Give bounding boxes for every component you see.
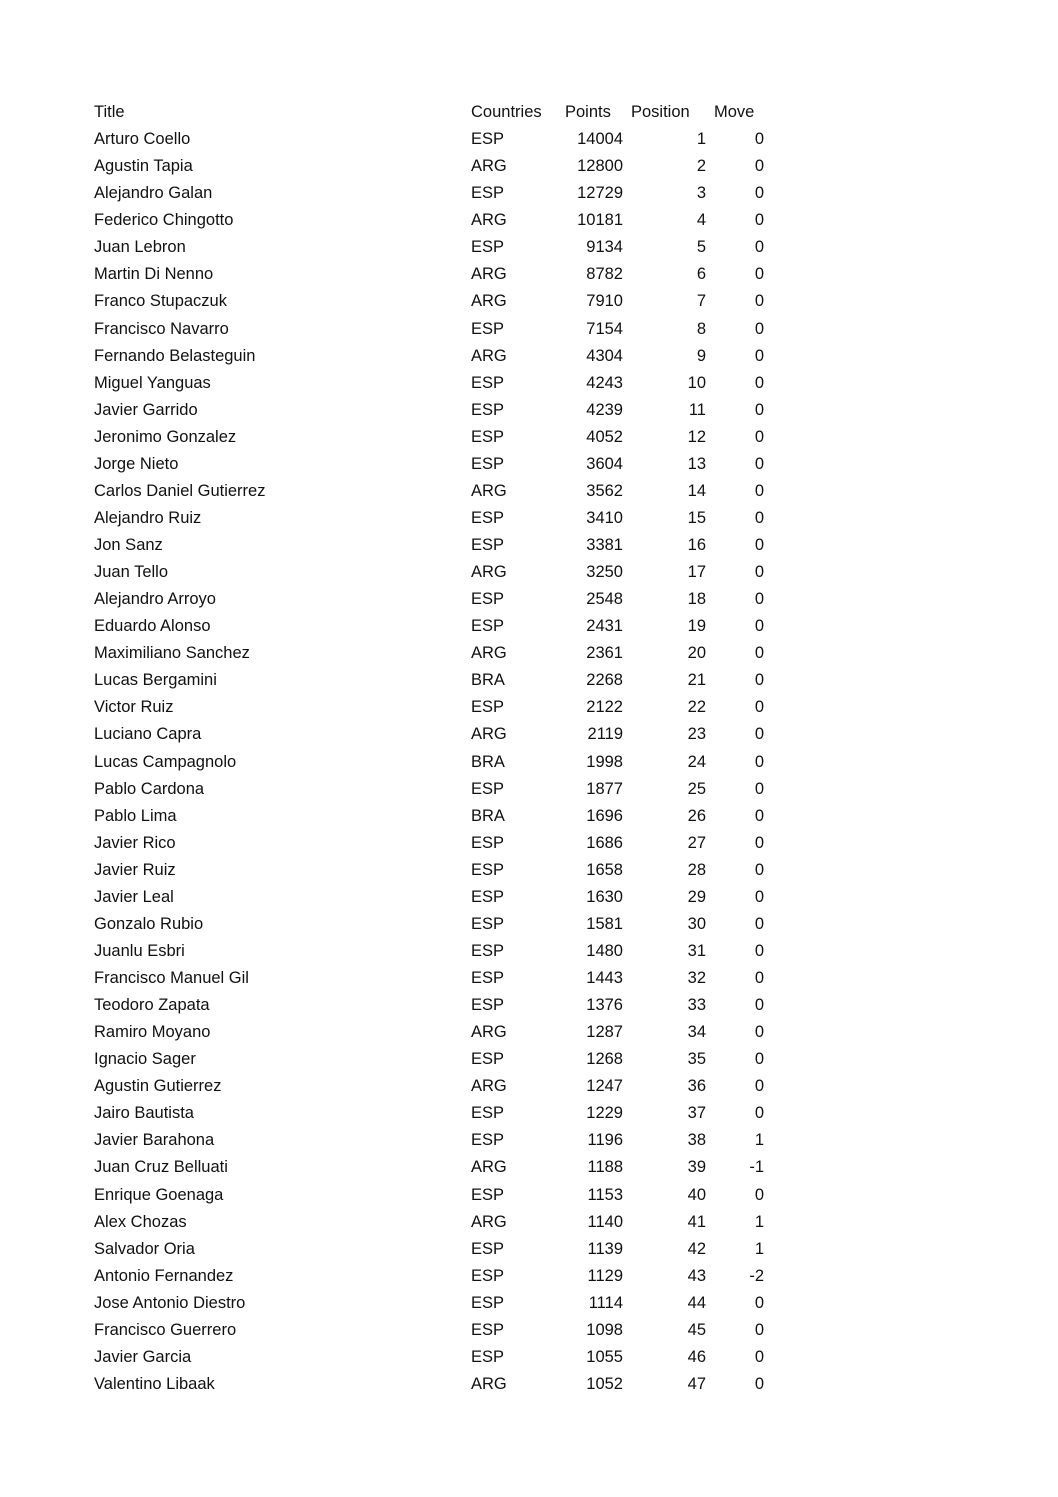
player-name: Martin Di Nenno [94, 265, 214, 284]
player-move: 0 [754, 1023, 764, 1042]
table-row [94, 180, 774, 207]
player-points: 1696 [586, 806, 623, 825]
player-country: ARG [471, 1212, 507, 1231]
player-country: ESP [471, 1104, 505, 1123]
player-country: ESP [471, 1293, 505, 1312]
player-move: 0 [754, 1347, 764, 1366]
table-row [94, 1371, 774, 1398]
player-points: 3562 [586, 481, 623, 500]
player-country: ARG [471, 211, 507, 230]
player-position: 26 [687, 806, 706, 825]
player-country: ESP [471, 1185, 505, 1204]
player-points: 1196 [587, 1131, 623, 1150]
player-move: 0 [754, 427, 764, 446]
player-position: 28 [687, 860, 706, 879]
player-position: 34 [687, 1023, 706, 1042]
player-name: Alejandro Arroyo [94, 590, 216, 609]
player-move: 0 [754, 238, 764, 257]
player-position: 24 [687, 752, 706, 771]
table-row [94, 370, 774, 397]
player-country: ESP [471, 184, 505, 203]
player-points: 1581 [586, 914, 623, 933]
player-country: ESP [471, 590, 505, 609]
player-position: 40 [687, 1185, 706, 1204]
table-row [94, 857, 774, 884]
player-move: 0 [754, 319, 764, 338]
player-points: 1140 [587, 1212, 623, 1231]
player-move: 1 [754, 1239, 764, 1258]
player-move: 0 [754, 806, 764, 825]
player-points: 1188 [587, 1158, 623, 1177]
player-position: 5 [696, 238, 706, 257]
player-country: ARG [471, 1374, 507, 1393]
table-row [94, 261, 774, 288]
player-name: Javier Garrido [94, 400, 198, 419]
player-move: 0 [754, 1374, 764, 1393]
table-row [94, 451, 774, 478]
player-points: 2119 [587, 725, 623, 744]
player-move: 1 [754, 1131, 764, 1150]
player-move: 0 [754, 1293, 764, 1312]
player-position: 30 [687, 914, 706, 933]
player-points: 3381 [586, 536, 623, 554]
table-row [94, 153, 774, 180]
player-country: ESP [471, 1239, 505, 1258]
player-move: 0 [754, 184, 764, 203]
player-position: 12 [687, 427, 706, 446]
player-position: 2 [696, 157, 706, 176]
table-row [94, 1209, 774, 1236]
player-country: ARG [471, 292, 507, 311]
player-move: 0 [754, 346, 764, 365]
player-move: 0 [754, 914, 764, 933]
player-country: ESP [471, 400, 505, 419]
player-name: Pablo Lima [94, 806, 177, 825]
player-name: Luciano Capra [94, 725, 202, 744]
player-name: Pablo Cardona [94, 779, 205, 798]
player-points: 1052 [586, 1374, 623, 1393]
player-country: ESP [471, 1320, 505, 1339]
player-name: Teodoro Zapata [94, 996, 210, 1015]
table-row [94, 288, 774, 315]
player-position: 10 [687, 373, 706, 392]
table-row [94, 667, 774, 694]
player-move: 0 [754, 508, 764, 527]
player-name: Franco Stupaczuk [94, 292, 227, 311]
table-row [94, 803, 774, 830]
player-country: ESP [471, 969, 505, 987]
table-row [94, 1290, 774, 1317]
player-points: 4239 [586, 400, 623, 419]
player-name: Ramiro Moyano [94, 1023, 211, 1042]
player-name: Alejandro Galan [94, 184, 213, 203]
player-points: 1877 [586, 779, 623, 798]
player-country: BRA [471, 806, 505, 825]
table-row [94, 1127, 774, 1154]
player-move: 0 [754, 644, 764, 663]
player-position: 43 [687, 1266, 706, 1285]
player-points: 1139 [587, 1239, 623, 1258]
player-move: 0 [754, 563, 764, 582]
player-points: 12800 [577, 157, 623, 176]
player-position: 22 [687, 698, 706, 717]
player-country: ESP [471, 887, 505, 906]
player-move: 0 [754, 1320, 764, 1339]
player-position: 47 [687, 1374, 706, 1393]
player-name: Victor Ruiz [94, 698, 174, 717]
player-move: 0 [754, 1185, 764, 1204]
player-move: 0 [754, 1077, 764, 1096]
player-position: 11 [688, 400, 706, 419]
player-country: ARG [471, 265, 507, 284]
player-move: 0 [754, 1050, 764, 1069]
table-row [94, 343, 774, 370]
player-name: Juan Tello [94, 563, 169, 582]
table-row [94, 424, 774, 451]
player-name: Miguel Yanguas [94, 373, 211, 392]
player-country: ARG [471, 1077, 507, 1096]
table-row [94, 613, 774, 640]
player-name: Juanlu Esbri [94, 941, 185, 960]
player-points: 7910 [586, 292, 623, 311]
player-points: 2122 [586, 698, 623, 717]
player-points: 1247 [586, 1077, 623, 1096]
table-row [94, 1344, 774, 1371]
player-country: ESP [471, 1347, 505, 1366]
player-name: Federico Chingotto [94, 211, 234, 230]
player-points: 1287 [586, 1023, 623, 1042]
player-name: Javier Barahona [94, 1131, 215, 1150]
player-country: BRA [471, 752, 505, 771]
player-move: -2 [749, 1266, 764, 1285]
player-country: ESP [471, 238, 505, 257]
player-move: 0 [754, 887, 764, 906]
player-name: Fernando Belasteguin [94, 346, 256, 365]
player-name: Enrique Goenaga [94, 1185, 224, 1204]
player-move: 0 [754, 996, 764, 1015]
player-position: 8 [696, 319, 706, 338]
player-move: 0 [754, 265, 764, 284]
player-country: ESP [471, 914, 505, 933]
player-points: 4304 [586, 346, 623, 365]
player-move: 0 [754, 941, 764, 960]
table-row [94, 884, 774, 911]
table-row [94, 1100, 774, 1127]
player-country: ESP [471, 427, 505, 446]
player-points: 1443 [586, 969, 623, 987]
table-row [94, 1236, 774, 1263]
player-position: 37 [687, 1104, 706, 1123]
player-points: 1098 [586, 1320, 623, 1339]
player-move: 0 [754, 157, 764, 176]
player-position: 18 [687, 590, 706, 609]
player-points: 14004 [577, 130, 623, 149]
player-move: 0 [754, 969, 764, 987]
header-points: Points [565, 103, 611, 121]
player-country: ESP [471, 996, 505, 1015]
player-points: 9134 [586, 238, 623, 257]
player-country: ESP [471, 617, 505, 636]
player-name: Eduardo Alonso [94, 617, 211, 636]
player-country: ESP [471, 508, 505, 527]
player-name: Francisco Guerrero [94, 1320, 237, 1339]
player-position: 25 [687, 779, 706, 798]
player-points: 2431 [586, 617, 623, 636]
player-name: Francisco Navarro [94, 319, 229, 338]
player-country: ESP [471, 454, 505, 473]
player-country: ESP [471, 941, 505, 960]
player-move: 1 [754, 1212, 764, 1231]
player-name: Agustin Tapia [94, 157, 193, 176]
player-name: Javier Garcia [94, 1347, 192, 1366]
player-move: 0 [754, 833, 764, 852]
player-country: ESP [471, 698, 505, 717]
player-country: ARG [471, 1023, 507, 1042]
player-position: 29 [687, 887, 706, 906]
rankings-table [94, 99, 774, 1398]
player-points: 1376 [586, 996, 623, 1015]
player-name: Jeronimo Gonzalez [94, 427, 237, 446]
table-row [94, 965, 774, 992]
table-row [94, 126, 774, 153]
table-row [94, 694, 774, 721]
player-points: 1686 [586, 833, 623, 852]
player-move: 0 [754, 725, 764, 744]
player-name: Arturo Coello [94, 130, 191, 149]
player-points: 2361 [586, 644, 623, 663]
player-position: 45 [687, 1320, 706, 1339]
player-country: BRA [471, 671, 505, 690]
player-points: 3604 [586, 454, 623, 473]
player-move: 0 [754, 752, 764, 771]
table-row [94, 776, 774, 803]
table-row [94, 721, 774, 748]
player-position: 21 [687, 671, 706, 690]
player-points: 8782 [586, 265, 623, 284]
player-points: 1630 [586, 887, 623, 906]
player-name: Juan Lebron [94, 238, 186, 257]
player-name: Gonzalo Rubio [94, 914, 204, 933]
player-position: 31 [687, 941, 706, 960]
player-name: Lucas Bergamini [94, 671, 217, 690]
table-row [94, 1317, 774, 1344]
table-row [94, 586, 774, 613]
player-country: ARG [471, 563, 507, 582]
player-move: 0 [754, 536, 764, 554]
table-row [94, 478, 774, 505]
player-position: 35 [687, 1050, 706, 1069]
player-points: 1480 [586, 941, 623, 960]
table-row [94, 1046, 774, 1073]
player-points: 7154 [586, 319, 623, 338]
player-move: 0 [754, 130, 764, 149]
player-points: 1055 [586, 1347, 623, 1366]
player-position: 20 [687, 644, 706, 663]
table-row [94, 749, 774, 776]
table-row [94, 1154, 774, 1181]
player-position: 14 [687, 481, 706, 500]
table-row [94, 397, 774, 424]
player-points: 1153 [587, 1185, 623, 1204]
player-move: 0 [754, 400, 764, 419]
player-name: Carlos Daniel Gutierrez [94, 481, 266, 500]
player-name: Jorge Nieto [94, 454, 179, 473]
player-position: 1 [696, 130, 706, 149]
player-position: 32 [687, 969, 706, 987]
player-move: 0 [754, 211, 764, 230]
player-move: 0 [754, 590, 764, 609]
player-move: 0 [754, 779, 764, 798]
player-name: Jairo Bautista [94, 1104, 194, 1123]
header-countries: Countries [471, 103, 542, 121]
player-move: -1 [749, 1158, 764, 1177]
player-name: Javier Ruiz [94, 860, 176, 879]
table-header-row [94, 99, 774, 126]
player-name: Lucas Campagnolo [94, 752, 237, 771]
header-title: Title [94, 103, 125, 121]
player-name: Javier Rico [94, 833, 176, 852]
table-row [94, 532, 774, 559]
player-country: ARG [471, 157, 507, 176]
player-position: 33 [687, 996, 706, 1015]
player-position: 42 [687, 1239, 706, 1258]
table-row [94, 559, 774, 586]
header-position: Position [631, 103, 690, 121]
player-position: 4 [696, 211, 706, 230]
player-country: ESP [471, 833, 505, 852]
player-country: ARG [471, 1158, 507, 1177]
table-row [94, 640, 774, 667]
player-position: 23 [687, 725, 706, 744]
player-position: 7 [696, 292, 706, 311]
player-name: Agustin Gutierrez [94, 1077, 222, 1096]
player-points: 4243 [586, 373, 623, 392]
player-move: 0 [754, 1104, 764, 1123]
player-points: 4052 [586, 427, 623, 446]
player-position: 13 [687, 454, 706, 473]
player-name: Antonio Fernandez [94, 1266, 234, 1285]
player-name: Maximiliano Sanchez [94, 644, 250, 663]
player-position: 41 [687, 1212, 706, 1231]
player-points: 2268 [586, 671, 623, 690]
table-row [94, 234, 774, 261]
table-row [94, 830, 774, 857]
player-move: 0 [754, 617, 764, 636]
player-name: Jose Antonio Diestro [94, 1293, 246, 1312]
player-position: 9 [696, 346, 706, 365]
table-row [94, 938, 774, 965]
table-row [94, 1263, 774, 1290]
player-name: Juan Cruz Belluati [94, 1158, 228, 1177]
table-row [94, 1073, 774, 1100]
player-points: 10181 [577, 211, 623, 230]
player-points: 1129 [587, 1266, 623, 1285]
player-country: ESP [471, 130, 505, 149]
player-points: 3410 [586, 508, 623, 527]
player-country: ESP [471, 1050, 505, 1069]
player-move: 0 [754, 454, 764, 473]
player-move: 0 [754, 698, 764, 717]
player-position: 39 [687, 1158, 706, 1177]
player-position: 3 [696, 184, 706, 203]
player-country: ESP [471, 779, 505, 798]
player-position: 44 [687, 1293, 706, 1312]
player-position: 36 [687, 1077, 706, 1096]
player-position: 46 [687, 1347, 706, 1366]
player-name: Ignacio Sager [94, 1050, 196, 1069]
player-points: 2548 [586, 590, 623, 609]
player-points: 1229 [586, 1104, 623, 1123]
player-country: ARG [471, 644, 507, 663]
player-points: 1658 [586, 860, 623, 879]
player-points: 1998 [586, 752, 623, 771]
table-row [94, 992, 774, 1019]
player-country: ESP [471, 1266, 505, 1285]
player-country: ARG [471, 481, 507, 500]
player-position: 16 [687, 536, 706, 554]
player-points: 1268 [586, 1050, 623, 1069]
player-position: 17 [687, 563, 706, 582]
player-country: ESP [471, 536, 505, 554]
player-move: 0 [754, 373, 764, 392]
player-position: 15 [687, 508, 706, 527]
header-move: Move [714, 103, 755, 121]
player-position: 19 [687, 617, 706, 636]
player-name: Valentino Libaak [94, 1374, 215, 1393]
player-country: ESP [471, 1131, 505, 1150]
player-name: Javier Leal [94, 887, 174, 906]
table-row [94, 911, 774, 938]
player-position: 27 [687, 833, 706, 852]
player-country: ESP [471, 860, 505, 879]
player-country: ARG [471, 346, 507, 365]
player-position: 38 [687, 1131, 706, 1150]
player-points: 3250 [586, 563, 623, 582]
player-name: Jon Sanz [94, 536, 163, 554]
table-row [94, 316, 774, 343]
player-country: ESP [471, 319, 505, 338]
player-name: Francisco Manuel Gil [94, 969, 249, 987]
table-row [94, 207, 774, 234]
player-move: 0 [754, 292, 764, 311]
player-name: Alex Chozas [94, 1212, 187, 1231]
player-country: ESP [471, 373, 505, 392]
table-body [94, 126, 774, 1398]
player-points: 1114 [588, 1293, 623, 1312]
player-name: Alejandro Ruiz [94, 508, 202, 527]
player-points: 12729 [577, 184, 623, 203]
table-row [94, 1019, 774, 1046]
table-row [94, 1182, 774, 1209]
player-name: Salvador Oria [94, 1239, 195, 1258]
table-row [94, 505, 774, 532]
player-move: 0 [754, 671, 764, 690]
player-move: 0 [754, 481, 764, 500]
player-position: 6 [696, 265, 706, 284]
player-country: ARG [471, 725, 507, 744]
player-move: 0 [754, 860, 764, 879]
